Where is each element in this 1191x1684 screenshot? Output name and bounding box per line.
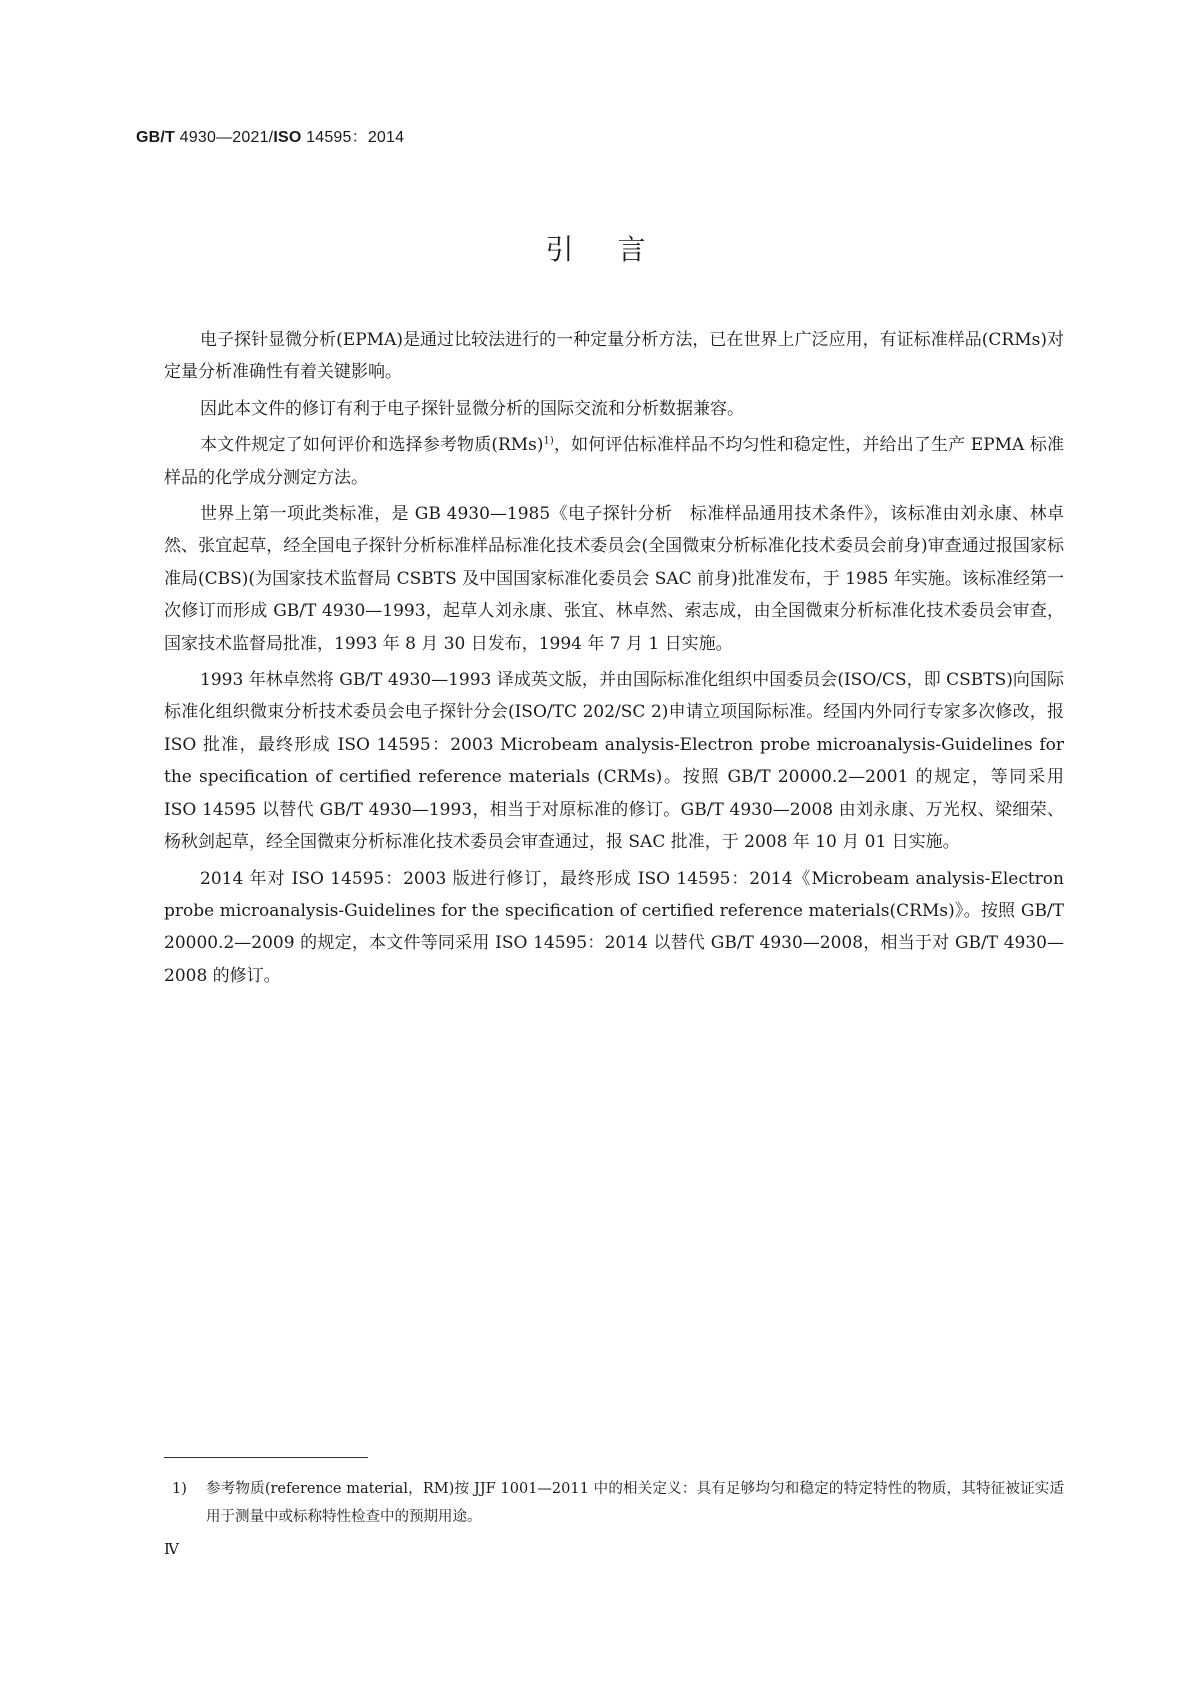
introduction-body	[164, 324, 1064, 996]
footnote-mark: 1)	[172, 1481, 187, 1497]
header-gb-number: 4930—2021/	[175, 129, 274, 146]
paragraph-4: 世界上第一项此类标准，是 GB 4930—1985《电子探针分析 标准样品通用技术条件》，该标准由刘永康、林卓然、张宜起草，经全国电子探针分析标准样品标准化技术委员会(全国微束分析标准化技术委员会前身)审查通过报国家标准局(CBS)(为国家技术监督局 CSBTS 及中国国家标准化委员会 SAC 前身)批准发布，于 1985 年实施。该标准经第一次修订而形成 GB/T 4930—1993，起草人刘永康、张宜、林卓然、索志成，由全国微束分析标准化技术委员会审查，国家技术监督局批准，1993 年 8 月 30 日发布，1994 年 7 月 1 日实施。	[164, 504, 1064, 654]
header-gbt: GB/T	[136, 129, 176, 146]
page-title: 引言	[545, 233, 690, 266]
footnote-text: 参考物质(reference material，RM)按 JJF 1001—2011 中的相关定义：具有足够均匀和稳定的特定特性的物质，其特征被证实适用于测量中或标称特性检查中的预期用途。	[206, 1481, 1064, 1525]
page-number: Ⅳ	[164, 1540, 179, 1558]
paragraph-3-text-a: 本文件规定了如何评价和选择参考物质(RMs)	[200, 435, 544, 456]
paragraph-6: 2014 年对 ISO 14595：2003 版进行修订，最终形成 ISO 14595：2014《Microbeam analysis-Electron probe microanalysis-Guidelines for the specification of certified reference materials(CRMs)》。按照 GB/T 20000.2—2009 的规定，本文件等同采用 ISO 14595：2014 以替代 GB/T 4930—2008，相当于对 GB/T 4930—2008 的修订。	[164, 868, 1064, 986]
standard-number-header	[136, 124, 404, 147]
header-iso-number: 14595：2014	[301, 129, 405, 146]
header-iso: ISO	[273, 129, 302, 146]
paragraph-2: 因此本文件的修订有利于电子探针显微分析的国际交流和分析数据兼容。	[200, 398, 744, 419]
paragraph-5: 1993 年林卓然将 GB/T 4930—1993 译成英文版，并由国际标准化组织中国委员会(ISO/CS，即 CSBTS)向国际标准化组织微束分析技术委员会电子探针分会(ISO/TC 202/SC 2)申请立项国际标准。经国内外同行专家多次修改，报 ISO 批准，最终形成 ISO 14595：2003 Microbeam analysis-Electron probe microanalysis-Guidelines for the specification of certified reference materials (CRMs)。按照 GB/T 20000.2—2001 的规定，等同采用 ISO 14595 以替代 GB/T 4930—1993，相当于对原标准的修订。GB/T 4930—2008 由刘永康、万光权、梁细荣、杨秋剑起草，经全国微束分析标准化技术委员会审查通过，报 SAC 批准，于 2008 年 10 月 01 日实施。	[164, 670, 1064, 853]
footnote-reference[interactable]: 1)	[543, 435, 554, 447]
footnote	[164, 1475, 1064, 1531]
paragraph-3	[164, 429, 1064, 494]
paragraph-3-text-b: ，如何评估标准样品不均匀性和稳定性，并给出了生产 EPMA 标准样品的化学成分测定方法。	[164, 435, 1065, 488]
footnote-divider	[164, 1457, 368, 1458]
paragraph-1: 电子探针显微分析(EPMA)是通过比较法进行的一种定量分析方法，已在世界上广泛应用，有证标准样品(CRMs)对定量分析准确性有着关键影响。	[164, 330, 1064, 383]
